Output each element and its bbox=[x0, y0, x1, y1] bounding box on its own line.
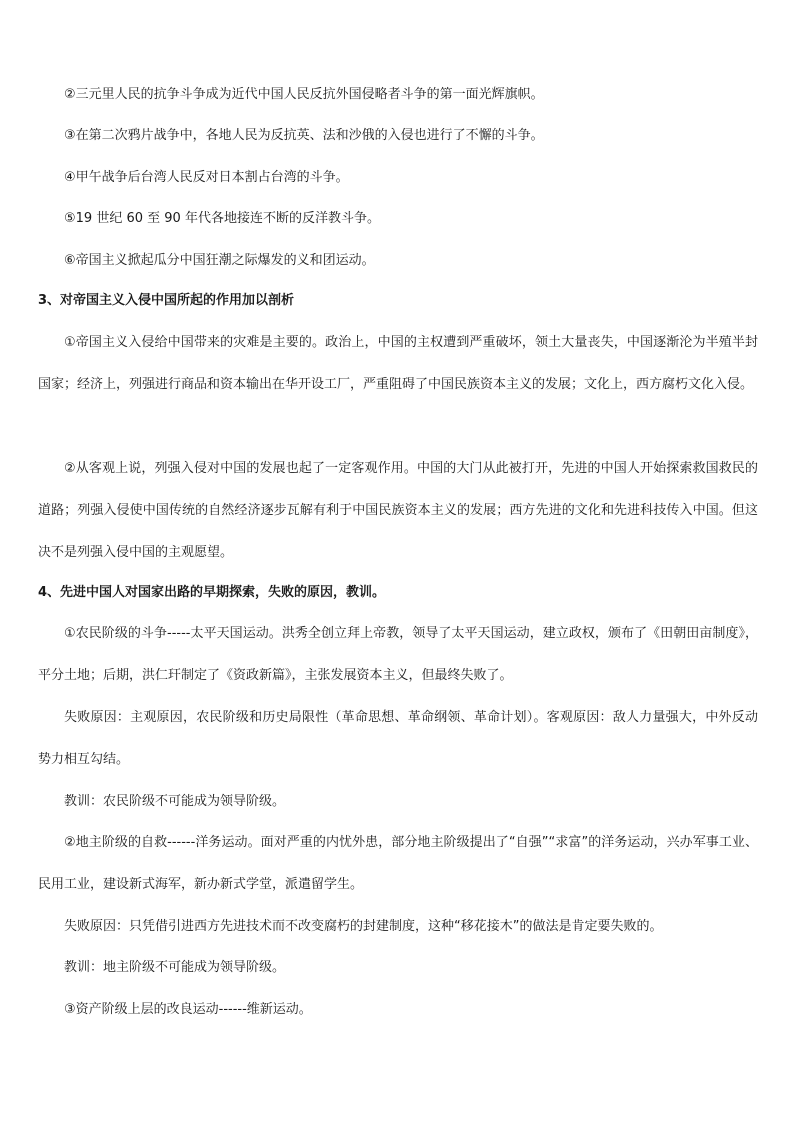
paragraph-taiping-failure: 失败原因：主观原因，农民阶级和历史局限性（革命思想、革命纲领、革命计划）。客观原因：敌人力量强大，中外反动势力相互勾结。 bbox=[38, 710, 758, 767]
paragraph-taiping: ①农民阶级的斗争-----太平天国运动。洪秀全创立拜上帝教，领导了太平天国运动，建立政权，颁布了《田朝田亩制度》，平分土地；后期，洪仁玕制定了《资政新篇》，主张发展资本主义，但最终失败了。 bbox=[38, 626, 758, 683]
paragraph-reform-movement: ③资产阶级上层的改良运动------维新运动。 bbox=[64, 1002, 312, 1017]
section-heading-4: 4、先进中国人对国家出路的早期探索，失败的原因，教训。 bbox=[38, 585, 386, 600]
paragraph-westernization: ②地主阶级的自救------洋务运动。面对严重的内忧外患，部分地主阶级提出了“自强”“求富”的洋务运动，兴办军事工业、民用工业，建设新式海军，新办新式学堂，派遣留学生。 bbox=[38, 835, 758, 892]
paragraph-sanyuanli: ②三元里人民的抗争斗争成为近代中国人民反抗外国侵略者斗争的第一面光辉旗帜。 bbox=[64, 87, 544, 102]
paragraph-anti-missionary: ⑤19 世纪 60 至 90 年代各地接连不断的反洋教斗争。 bbox=[64, 211, 380, 226]
paragraph-taiping-lesson: 教训：农民阶级不可能成为领导阶级。 bbox=[64, 794, 286, 809]
paragraph-invasion-disaster: ①帝国主义入侵给中国带来的灾难是主要的。政治上，中国的主权遭到严重破坏，领土大量丧失，中国逐渐沦为半殖半封国家；经济上，列强进行商品和资本输出在华开设工厂，严重阻碍了中国民族资本主义的发展；文化上，西方腐朽文化入侵。 bbox=[38, 335, 758, 392]
section-heading-3: 3、对帝国主义入侵中国所起的作用加以剖析 bbox=[38, 293, 295, 308]
paragraph-taiwan: ④甲午战争后台湾人民反对日本割占台湾的斗争。 bbox=[64, 170, 349, 185]
paragraph-westernization-lesson: 教训：地主阶级不可能成为领导阶级。 bbox=[64, 960, 286, 975]
paragraph-westernization-failure: 失败原因：只凭借引进西方先进技术而不改变腐朽的封建制度，这种“移花接木”的做法是肯定要失败的。 bbox=[64, 919, 663, 934]
paragraph-objective-effect: ②从客观上说，列强入侵对中国的发展也起了一定客观作用。中国的大门从此被打开，先进的中国人开始探索救国救民的道路；列强入侵使中国传统的自然经济逐步瓦解有利于中国民族资本主义的发展；西方先进的文化和先进科技传入中国。但这决不是列强入侵中国的主观愿望。 bbox=[38, 461, 758, 560]
paragraph-second-opium-war: ③在第二次鸦片战争中，各地人民为反抗英、法和沙俄的入侵也进行了不懈的斗争。 bbox=[64, 128, 544, 143]
paragraph-boxer-movement: ⑥帝国主义掀起瓜分中国狂潮之际爆发的义和团运动。 bbox=[64, 253, 375, 268]
